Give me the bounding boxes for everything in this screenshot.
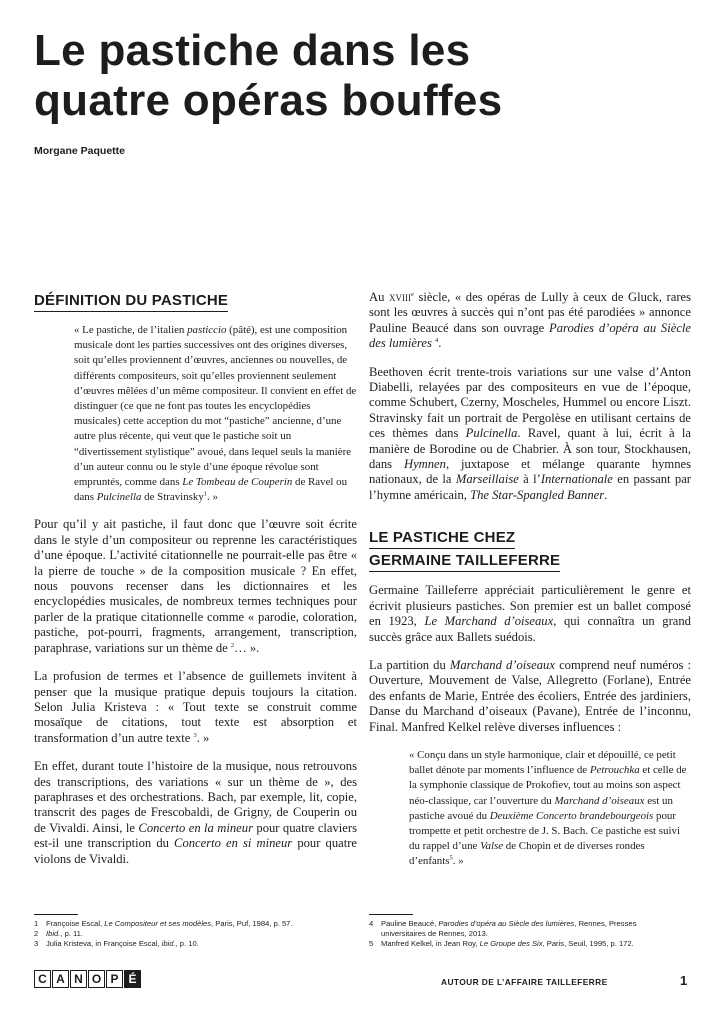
footnote-ref-1: 1 <box>203 490 208 498</box>
footnote-rule <box>369 914 413 915</box>
block-quote-definition: « Le pastiche, de l’italien pasticcio (pâté), est une composition musicale dont les parties successives ont des origines diverses, soit qu’elles proviennent d’œuvres, anciennes ou nouvelles, de différents compositeurs, soit qu’elles proviennent seulement d’œuvres mêlées d’un même compositeur. Il convient en effet de distinguer (ce que ne font pas toutes les encyclopédies musicales) cette acception du mot “pastiche” ancienne, d’une autre plus récente, qui veut que le pastiche soit un “divertissement stylistique” avoué, dans lequel seuls la manière d’un auteur connu ou le style d’une époque révolue sont empruntés, comme dans Le Tombeau de Couperin de Ravel ou dans Pulcinella de Stravinsky$^1$. » <box>74 324 357 504</box>
footnote: 1 Françoise Escal, Le Compositeur et ses modèles, Paris, Puf, 1984, p. 57. <box>34 919 293 928</box>
footnote: 3 Julia Kristeva, in Françoise Escal, ibid., p. 10. <box>34 939 199 949</box>
paragraph: La partition du Marchand d’oiseaux comprend neuf numéros : Ouverture, Mouvement de Valse, Allegretto (Forlane), Entrée des enfants de Marie, Entrée des écoliers, Entrée des jardiniers, Danse du Marchand d’oiseaux (Pavane), Entrée de l’inconnu, Final. Manfred Kelkel relève diverses influences : <box>369 657 691 734</box>
footnote: 4 Pauline Beaucé, Parodies d’opéra au Siècle des lumières, Rennes, Presses universitaires de Rennes, 2013. <box>369 919 637 939</box>
title-line-1: Le pastiche dans les <box>34 26 471 75</box>
footnote-ref-5: 5 <box>449 854 453 862</box>
footnote-ref-3: 3 <box>193 731 197 739</box>
paragraph: Pour qu’il y ait pastiche, il faut donc que l’œuvre soit écrite dans le style d’un compositeur ou reprenne les caractéristiques d’une époque. L’activité citationnelle ne pourrait-elle pas être « la pierre de touche » de la composition musicale ? En effet, nous pouvons recenser dans les dictionnaires et les encyclopédies musicales, de nombreux termes techniques pour parler de la pratique citationnelle comme « parodie, coloration, pastiche, pot-pourri, fragments, arrangement, transcription, paraphrase, variations sur un thème de $^2$… ». <box>34 517 357 655</box>
right-column <box>369 286 691 882</box>
canope-logo <box>34 970 142 988</box>
paragraph: La profusion de termes et l’absence de guillemets invitent à penser que la musique pratique depuis toujours la citation. Selon Julia Kristeva : « Tout texte se construit comme mosaïque de citations, tout texte est absorption et transformation d’un autre texte $^3$. » <box>34 669 357 745</box>
title-line-2: quatre opéras bouffes <box>34 76 503 125</box>
page-title <box>34 26 694 126</box>
footnote-rule <box>34 914 78 915</box>
logo-letter: O <box>88 970 105 988</box>
footer-running-title: AUTOUR DE L’AFFAIRE TAILLEFERRE <box>441 977 608 987</box>
footnote-ref-4: 4 <box>435 337 439 345</box>
section-heading-definition: DÉFINITION DU PASTICHE <box>34 290 357 313</box>
logo-letter: A <box>52 970 69 988</box>
logo-letter: N <box>70 970 87 988</box>
paragraph: Au xviii$^e$ siècle, « des opéras de Lully à ceux de Gluck, rares sont les œuvres à succès qui n’ont pas été parodiées » annonce Pauline Beaucé dans son ouvrage Parodies d’opéra au Siècle des lumières $^4$. <box>369 290 692 351</box>
footnote-ref-2: 2 <box>230 641 235 649</box>
paragraph: Germaine Tailleferre appréciait particulièrement le genre et écrivit plusieurs pastiches. Son premier est un ballet composé en 1923, Le Marchand d’oiseaux, qui connaîtra un grand succès grâce aux Ballets suédois. <box>369 583 691 644</box>
footnote: 2 Ibid., p. 11. <box>34 929 84 939</box>
page-number: 1 <box>680 973 688 988</box>
section-heading-tailleferre: LE PASTICHE CHEZ GERMAINE TAILLEFERRE <box>369 527 691 573</box>
logo-letter: C <box>34 970 51 988</box>
footnotes-left <box>34 914 354 950</box>
footnotes-right <box>369 914 679 950</box>
logo-letter: P <box>106 970 123 988</box>
paragraph: En effet, durant toute l’histoire de la musique, nous retrouvons des transcriptions, des variations « sur un thème de », des paraphrases et des orchestrations. Bach, par exemple, lit, copie, transcrit des pages de Frescobaldi, de Grigny, de Couperin ou de Vivaldi. Ainsi, le Concerto en la mineur pour quatre claviers est-il une transcription du Concerto en si mineur pour quatre violons de Vivaldi. <box>34 759 357 866</box>
author-name: Morgane Paquette <box>34 145 126 157</box>
left-column <box>34 286 357 880</box>
logo-letter: É <box>124 970 141 988</box>
footnote: 5 Manfred Kelkel, in Jean Roy, Le Groupe des Six, Paris, Seuil, 1995, p. 172. <box>369 939 634 949</box>
paragraph: Beethoven écrit trente-trois variations sur une valse d’Anton Diabelli, relayées par des compositeurs en vue de l’époque, comme Schubert, Czerny, Moscheles, Hummel ou encore Liszt. Stravinsky fait un portrait de Pergolèse en utilisant certains de ces thèmes dans Pulcinella. Ravel, quant à lui, écrit à la manière de Borodine ou de Chabrier. À son tour, Stockhausen, dans Hymnen, juxtapose et mélange quarante hymnes nationaux, de la Marseillaise à l’Internationale en passant par l’hymne américain, The Star-Spangled Banner. <box>369 364 692 502</box>
block-quote-kelkel: « Conçu dans un style harmonique, clair et dépouillé, ce petit ballet dénote par moments l’influence de Petrouchka et celle de la symphonie classique de Prokofiev, tout au moins son aspect néo-classique, car l’ouverture du Marchand d’oiseaux est un pastiche avoué du Deuxième Concerto brandebourgeois pour trompette et petit orchestre de J. S. Bach. Ce pastiche est suivi du rappel d’une Valse de Chopin et de diverses rondes d’enfants$^5$. » <box>409 748 687 868</box>
